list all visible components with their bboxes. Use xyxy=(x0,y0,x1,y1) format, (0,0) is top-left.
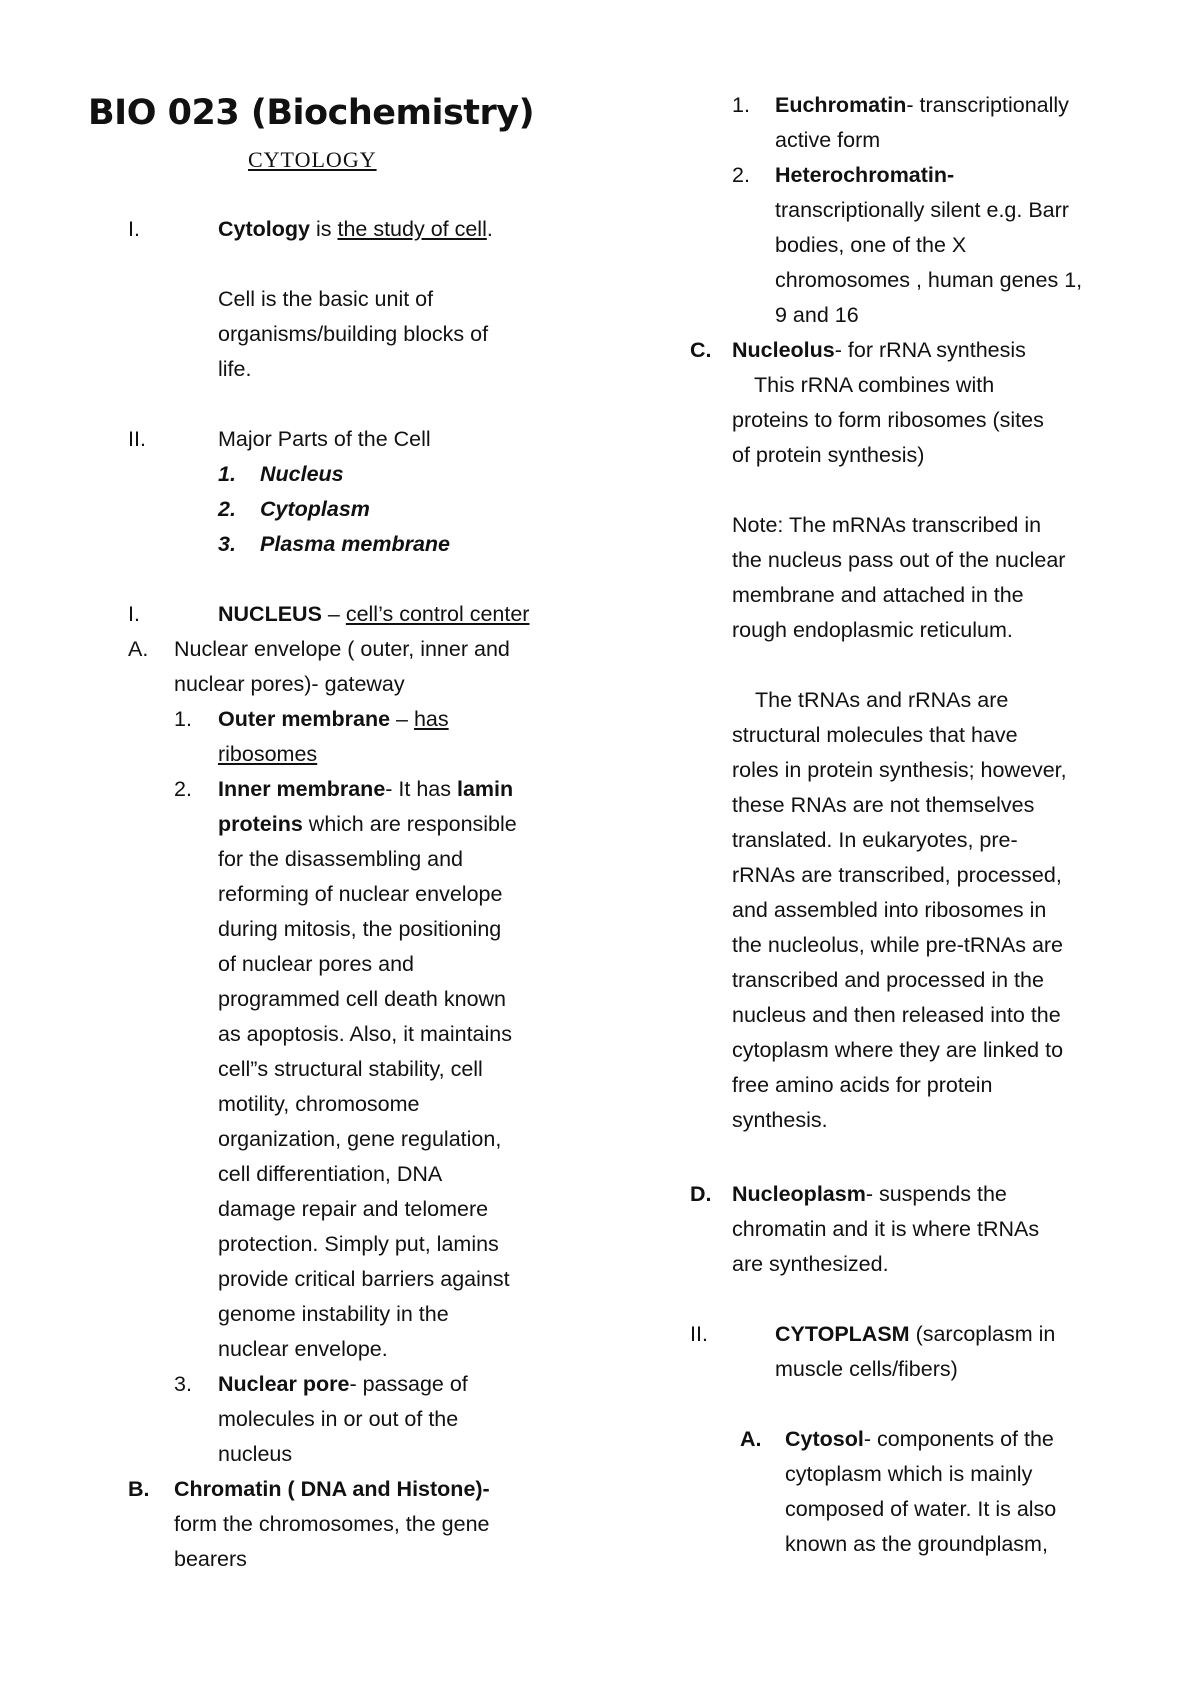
text: – xyxy=(321,602,346,626)
document-title: BIO 023 (Biochemistry) xyxy=(88,93,535,133)
body-text-line: nucleus and then released into the xyxy=(732,1003,1061,1027)
text: - passage of xyxy=(349,1372,468,1396)
body-text-line: composed of water. It is also xyxy=(785,1497,1057,1521)
section-number: II. xyxy=(128,427,146,451)
body-text-line: membrane and attached in the xyxy=(732,583,1024,607)
list-number: 1. xyxy=(732,93,750,117)
cytosol xyxy=(785,1422,1054,1457)
section-number: I. xyxy=(128,602,140,626)
term: Heterochromatin- xyxy=(775,163,955,187)
body-text-line: known as the groundplasm, xyxy=(785,1532,1048,1556)
list-number: 3. xyxy=(218,532,236,556)
list-number: 2. xyxy=(218,497,236,521)
body-text-line: 9 and 16 xyxy=(775,303,859,327)
body-text-line: as apoptosis. Also, it maintains xyxy=(218,1022,512,1046)
list-number: 2. xyxy=(732,163,750,187)
cytology-definition xyxy=(218,212,493,247)
body-text-line: for the disassembling and xyxy=(218,847,464,871)
term: Nucleolus xyxy=(732,338,835,362)
nuclear-pore xyxy=(218,1367,468,1402)
body-text-line: nuclear pores)- gateway xyxy=(174,672,405,696)
body-text-line: cell”s structural stability, cell xyxy=(218,1057,483,1081)
body-text-line: of nuclear pores and xyxy=(218,952,415,976)
text: - suspends the xyxy=(865,1182,1007,1206)
body-text-line: bearers xyxy=(174,1547,247,1571)
list-letter xyxy=(128,1472,150,1507)
definition: the study of cell xyxy=(337,217,487,241)
outer-membrane xyxy=(218,702,449,737)
body-text-line: cytoplasm where they are linked to xyxy=(732,1038,1064,1062)
inner-membrane-line xyxy=(218,807,517,842)
body-text-line: rRNAs are transcribed, processed, xyxy=(732,863,1062,887)
body-text-line: of protein synthesis) xyxy=(732,443,925,467)
cytoplasm-heading xyxy=(775,1317,1055,1352)
term: Cytosol xyxy=(785,1427,864,1451)
text: - transcriptionally xyxy=(906,93,1069,117)
term: proteins xyxy=(218,812,303,836)
list-letter: A. xyxy=(128,637,149,661)
cell-part-item: Nucleus xyxy=(260,462,344,486)
term: Cytology xyxy=(218,217,310,241)
text: (sarcoplasm in xyxy=(909,1322,1056,1346)
list-number: 2. xyxy=(174,777,192,801)
body-text-line: bodies, one of the X xyxy=(775,233,967,257)
body-text-line: programmed cell death known xyxy=(218,987,507,1011)
body-text-line: This rRNA combines with xyxy=(754,373,995,397)
text: - for rRNA synthesis xyxy=(834,338,1026,362)
list-number: 1. xyxy=(174,707,192,731)
document-subtitle: CYTOLOGY xyxy=(248,147,377,172)
nucleoplasm xyxy=(732,1177,1007,1212)
description: has xyxy=(413,707,449,731)
body-text-line: life. xyxy=(218,357,252,381)
nucleolus xyxy=(732,333,1026,368)
body-text-line: chromatin and it is where tRNAs xyxy=(732,1217,1040,1241)
body-text-line: cytoplasm which is mainly xyxy=(785,1462,1033,1486)
letter: B. xyxy=(128,1477,150,1501)
body-text-line: the nucleus pass out of the nuclear xyxy=(732,548,1066,572)
text: - components of the xyxy=(863,1427,1054,1451)
body-text-line: reforming of nuclear envelope xyxy=(218,882,503,906)
text: . xyxy=(486,217,493,241)
term: Outer membrane xyxy=(218,707,391,731)
outer-membrane-line xyxy=(218,737,317,772)
body-text-line: Nuclear envelope ( outer, inner and xyxy=(174,637,510,661)
body-text-line: organisms/building blocks of xyxy=(218,322,489,346)
body-text-line: are synthesized. xyxy=(732,1252,889,1276)
body-text-line: transcriptionally silent e.g. Barr xyxy=(775,198,1069,222)
list-number: 3. xyxy=(174,1372,192,1396)
cell-part-item: Plasma membrane xyxy=(260,532,451,556)
term: Nuclear pore xyxy=(218,1372,350,1396)
list-number: 1. xyxy=(218,462,236,486)
body-text-line: chromosomes , human genes 1, xyxy=(775,268,1083,292)
body-text-line: Note: The mRNAs transcribed in xyxy=(732,513,1042,537)
body-text-line: free amino acids for protein xyxy=(732,1073,993,1097)
body-text-line: rough endoplasmic reticulum. xyxy=(732,618,1013,642)
term: Nucleoplasm xyxy=(732,1182,866,1206)
body-text-line: form the chromosomes, the gene xyxy=(174,1512,490,1536)
description: ribosomes xyxy=(218,742,318,766)
body-text-line: protection. Simply put, lamins xyxy=(218,1232,499,1256)
term: Chromatin ( DNA and Histone)- xyxy=(174,1477,490,1501)
cell-part-item: Cytoplasm xyxy=(260,497,370,521)
letter: C. xyxy=(690,338,712,362)
body-text-line: motility, chromosome xyxy=(218,1092,420,1116)
letter: A. xyxy=(740,1427,762,1451)
nucleus-heading xyxy=(218,597,529,632)
list-letter xyxy=(740,1422,762,1457)
text: is xyxy=(309,217,338,241)
cytoplasm-line: muscle cells/fibers) xyxy=(775,1357,958,1381)
body-text-line: damage repair and telomere xyxy=(218,1197,489,1221)
chromatin xyxy=(174,1472,490,1507)
description: cell’s control center xyxy=(345,602,530,626)
body-text-line: Cell is the basic unit of xyxy=(218,287,434,311)
body-text-line: the nucleolus, while pre-tRNAs are xyxy=(732,933,1064,957)
heading: NUCLEUS xyxy=(218,602,322,626)
term: lamin xyxy=(456,777,514,801)
euchromatin xyxy=(775,88,1069,123)
body-text-line: nuclear envelope. xyxy=(218,1337,388,1361)
body-text-line: molecules in or out of the xyxy=(218,1407,459,1431)
heterochromatin xyxy=(775,158,954,193)
section-number: II. xyxy=(690,1322,708,1346)
body-text-line: organization, gene regulation, xyxy=(218,1127,502,1151)
body-text-line: transcribed and processed in the xyxy=(732,968,1044,992)
body-text-line: structural molecules that have xyxy=(732,723,1018,747)
list-letter xyxy=(690,333,712,368)
term: Euchromatin xyxy=(775,93,907,117)
term: Inner membrane xyxy=(218,777,386,801)
body-text-line: these RNAs are not themselves xyxy=(732,793,1035,817)
body-text-line: The tRNAs and rRNAs are xyxy=(755,688,1009,712)
body-text-line: genome instability in the xyxy=(218,1302,449,1326)
body-text-line: cell differentiation, DNA xyxy=(218,1162,443,1186)
body-text-line: provide critical barriers against xyxy=(218,1267,510,1291)
heading: CYTOPLASM xyxy=(775,1322,910,1346)
euchromatin-line: active form xyxy=(775,128,881,152)
text: – xyxy=(390,707,414,731)
list-letter xyxy=(690,1177,712,1212)
body-text-line: nucleus xyxy=(218,1442,293,1466)
text: - It has xyxy=(385,777,457,801)
body-text-line: proteins to form ribosomes (sites xyxy=(732,408,1044,432)
section-number: I. xyxy=(128,217,140,241)
inner-membrane xyxy=(218,772,513,807)
body-text-line: translated. In eukaryotes, pre- xyxy=(732,828,1018,852)
section-heading: Major Parts of the Cell xyxy=(218,427,431,451)
letter: D. xyxy=(690,1182,712,1206)
body-text-line: roles in protein synthesis; however, xyxy=(732,758,1067,782)
body-text-line: and assembled into ribosomes in xyxy=(732,898,1047,922)
body-text-line: synthesis. xyxy=(732,1108,828,1132)
text: which are responsible xyxy=(302,812,517,836)
body-text-line: during mitosis, the positioning xyxy=(218,917,502,941)
